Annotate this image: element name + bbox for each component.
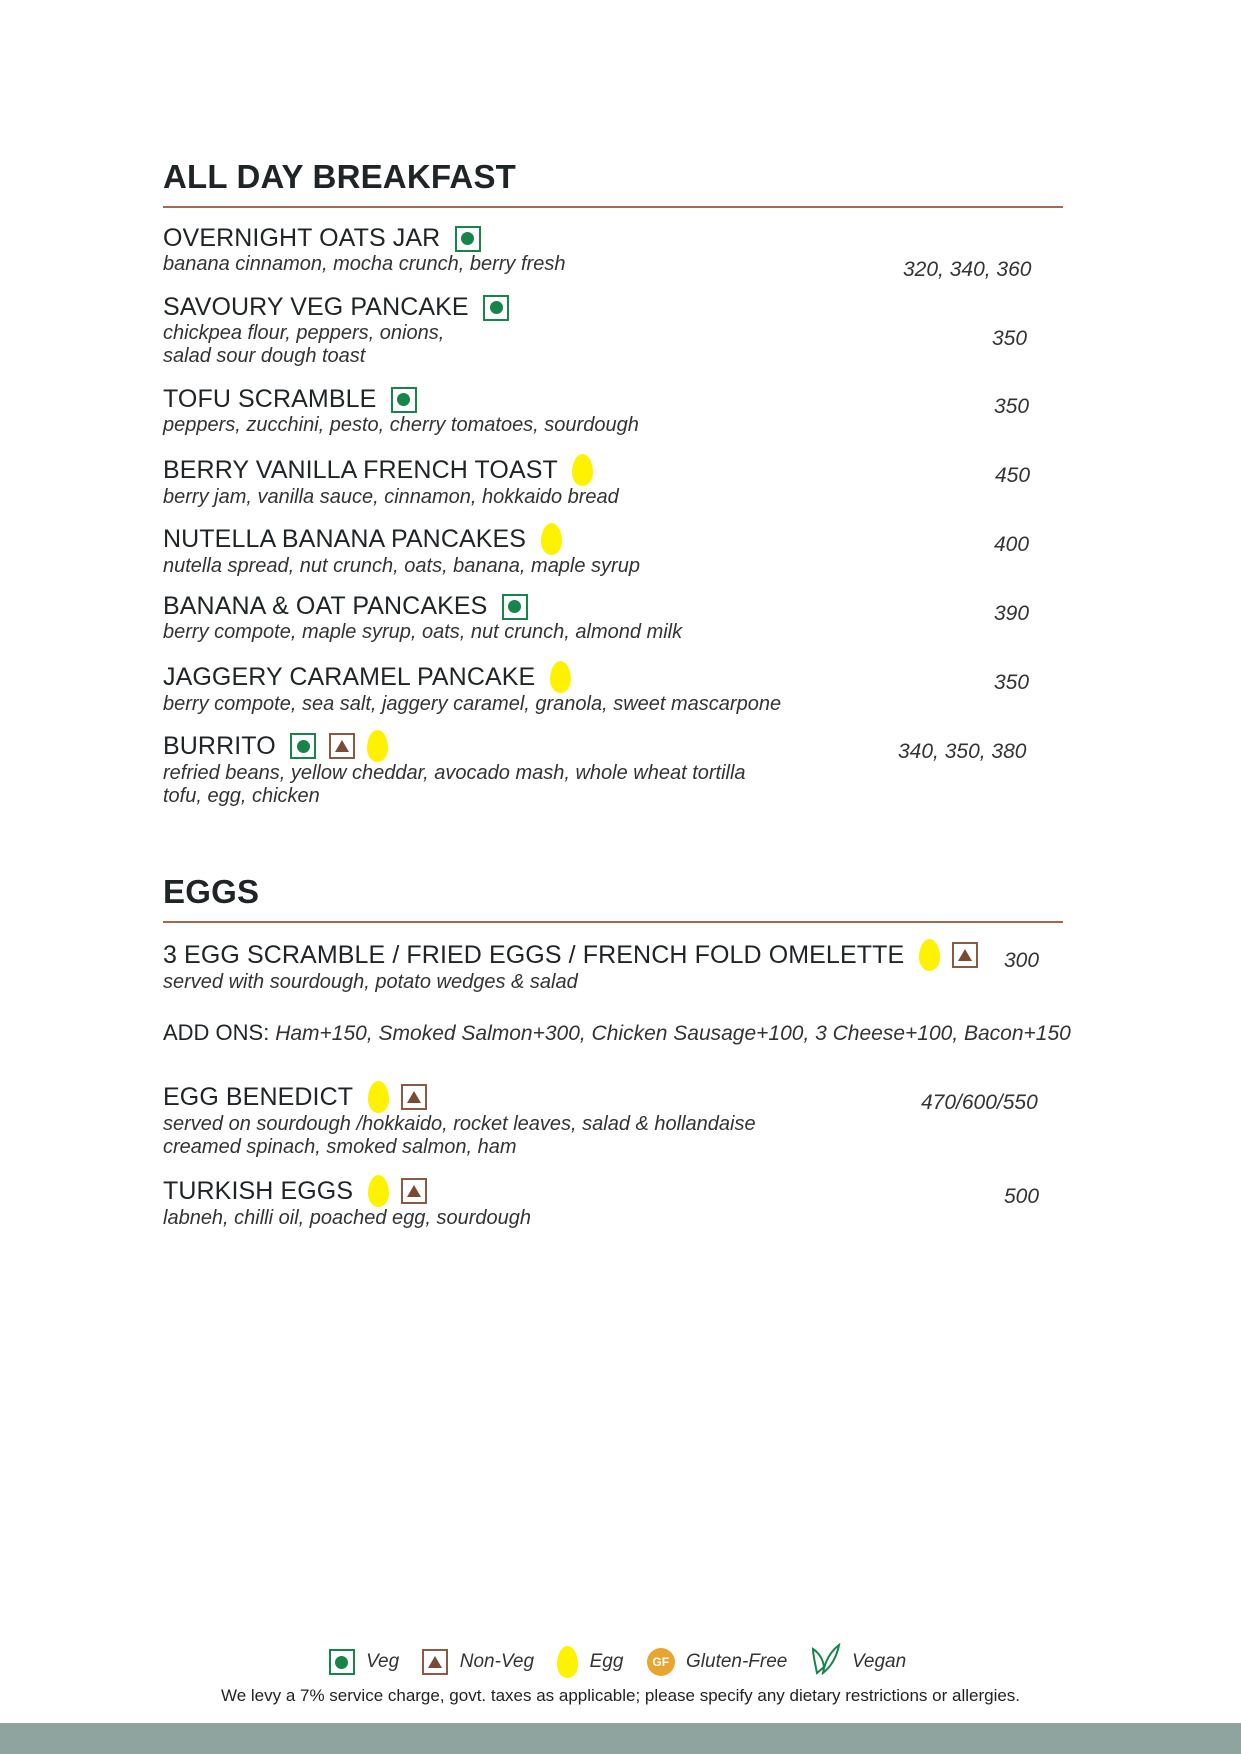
- item-description: salad sour dough toast: [163, 345, 366, 367]
- item-price: 390: [994, 602, 1030, 625]
- item-price: 400: [994, 533, 1030, 556]
- vegan-leaf-icon: [811, 1643, 841, 1681]
- item-description: berry jam, vanilla sauce, cinnamon, hokkaido bread: [163, 486, 619, 508]
- veg-icon: [290, 733, 316, 759]
- add-ons-text: Ham+150, Smoked Salmon+300, Chicken Sausage+100, 3 Cheese+100, Bacon+150: [275, 1022, 1071, 1045]
- item-price: 340, 350, 380: [898, 740, 1027, 763]
- gluten-free-icon: GF: [647, 1648, 675, 1676]
- non-veg-icon: [401, 1178, 427, 1204]
- item-price: 450: [995, 464, 1031, 487]
- veg-icon: [455, 226, 481, 252]
- item-description: berry compote, sea salt, jaggery caramel, granola, sweet mascarpone: [163, 693, 782, 715]
- item-name: 3 EGG SCRAMBLE / FRIED EGGS / FRENCH FOLD OMELETTE: [163, 940, 905, 969]
- menu-item-banana-oat-pancakes: [163, 592, 1063, 644]
- item-name: TOFU SCRAMBLE: [163, 385, 377, 413]
- diet-legend: [0, 1643, 1241, 1681]
- menu-item-egg-benedict: [163, 1081, 1063, 1159]
- item-price: 320, 340, 360: [903, 258, 1032, 281]
- item-price: 350: [992, 327, 1028, 350]
- item-price: 350: [994, 671, 1030, 694]
- non-veg-icon: [952, 942, 978, 968]
- diet-icons: [455, 226, 489, 252]
- menu-item-savoury-veg-pancake: [163, 293, 1063, 368]
- item-name: BANANA & OAT PANCAKES: [163, 592, 488, 620]
- menu-item-overnight-oats-jar: [163, 224, 1063, 281]
- item-description: served with sourdough, potato wedges & salad: [163, 971, 578, 993]
- item-price: 350: [994, 395, 1030, 418]
- menu-item-jaggery-caramel-pancake: [163, 661, 1063, 716]
- diet-icons: [541, 523, 570, 555]
- section-divider: [163, 206, 1063, 208]
- item-name: BURRITO: [163, 731, 276, 760]
- item-description: peppers, zucchini, pesto, cherry tomatoes, sourdough: [163, 414, 639, 436]
- item-description: chickpea flour, peppers, onions,: [163, 322, 445, 344]
- add-ons-label: ADD ONS:: [163, 1020, 270, 1045]
- non-veg-icon: [401, 1084, 427, 1110]
- veg-icon: [329, 1649, 355, 1675]
- item-description: refried beans, yellow cheddar, avocado mash, whole wheat tortilla: [163, 762, 746, 784]
- menu-item-tofu-scramble: [163, 385, 1063, 437]
- legend-label-non-veg: Non-Veg: [459, 1651, 535, 1672]
- diet-icons: [368, 1081, 435, 1113]
- section-divider: [163, 921, 1063, 923]
- item-name: EGG BENEDICT: [163, 1082, 354, 1111]
- veg-icon: [483, 295, 509, 321]
- menu-item-egg-scramble-fried-omelette: [163, 939, 1063, 994]
- item-description: tofu, egg, chicken: [163, 785, 320, 807]
- legend-label-veg: Veg: [366, 1651, 400, 1672]
- egg-icon: [572, 454, 593, 486]
- menu-item-turkish-eggs: [163, 1175, 1063, 1230]
- veg-icon: [502, 594, 528, 620]
- item-description: served on sourdough /hokkaido, rocket leaves, salad & hollandaise: [163, 1113, 756, 1135]
- egg-icon: [919, 939, 940, 971]
- item-name: SAVOURY VEG PANCAKE: [163, 293, 469, 321]
- item-description: labneh, chilli oil, poached egg, sourdough: [163, 1207, 532, 1229]
- legend-label-gluten-free: Gluten-Free: [686, 1651, 788, 1672]
- diet-icons: [919, 939, 986, 971]
- service-charge-footnote: We levy a 7% service charge, govt. taxes as applicable; please specify any dietary restrictions or allergies.: [220, 1686, 1021, 1705]
- add-ons-line: [163, 1020, 1071, 1046]
- item-price: 300: [1004, 949, 1040, 972]
- diet-icons: [290, 730, 396, 762]
- menu-item-berry-vanilla-french-toast: [163, 454, 1063, 509]
- egg-icon: [367, 730, 388, 762]
- egg-icon: [541, 523, 562, 555]
- diet-icons: [391, 387, 425, 413]
- egg-icon: [368, 1175, 389, 1207]
- menu-item-nutella-banana-pancakes: [163, 523, 1063, 578]
- bottom-bar: [0, 1723, 1241, 1754]
- veg-icon: [391, 387, 417, 413]
- section-title-eggs: EGGS: [163, 873, 260, 910]
- non-veg-icon: [422, 1649, 448, 1675]
- section-title-all-day-breakfast: ALL DAY BREAKFAST: [163, 158, 517, 195]
- item-name: BERRY VANILLA FRENCH TOAST: [163, 455, 558, 484]
- item-name: JAGGERY CARAMEL PANCAKE: [163, 662, 536, 691]
- item-name: NUTELLA BANANA PANCAKES: [163, 524, 527, 553]
- item-price: 470/600/550: [921, 1091, 1038, 1114]
- diet-icons: [368, 1175, 435, 1207]
- diet-icons: [502, 594, 536, 620]
- item-name: TURKISH EGGS: [163, 1176, 354, 1205]
- egg-icon: [368, 1081, 389, 1113]
- non-veg-icon: [329, 733, 355, 759]
- item-name: OVERNIGHT OATS JAR: [163, 224, 441, 252]
- diet-icons: [483, 295, 517, 321]
- legend-label-egg: Egg: [589, 1651, 624, 1672]
- item-description: berry compote, maple syrup, oats, nut crunch, almond milk: [163, 621, 683, 643]
- egg-icon: [550, 661, 571, 693]
- item-price: 500: [1004, 1185, 1040, 1208]
- diet-icons: [550, 661, 579, 693]
- menu-item-burrito: [163, 730, 1063, 808]
- egg-icon: [557, 1646, 578, 1678]
- item-description: banana cinnamon, mocha crunch, berry fresh: [163, 253, 566, 275]
- item-description: creamed spinach, smoked salmon, ham: [163, 1136, 517, 1158]
- legend-label-vegan: Vegan: [851, 1651, 907, 1672]
- item-description: nutella spread, nut crunch, oats, banana, maple syrup: [163, 555, 640, 577]
- diet-icons: [572, 454, 601, 486]
